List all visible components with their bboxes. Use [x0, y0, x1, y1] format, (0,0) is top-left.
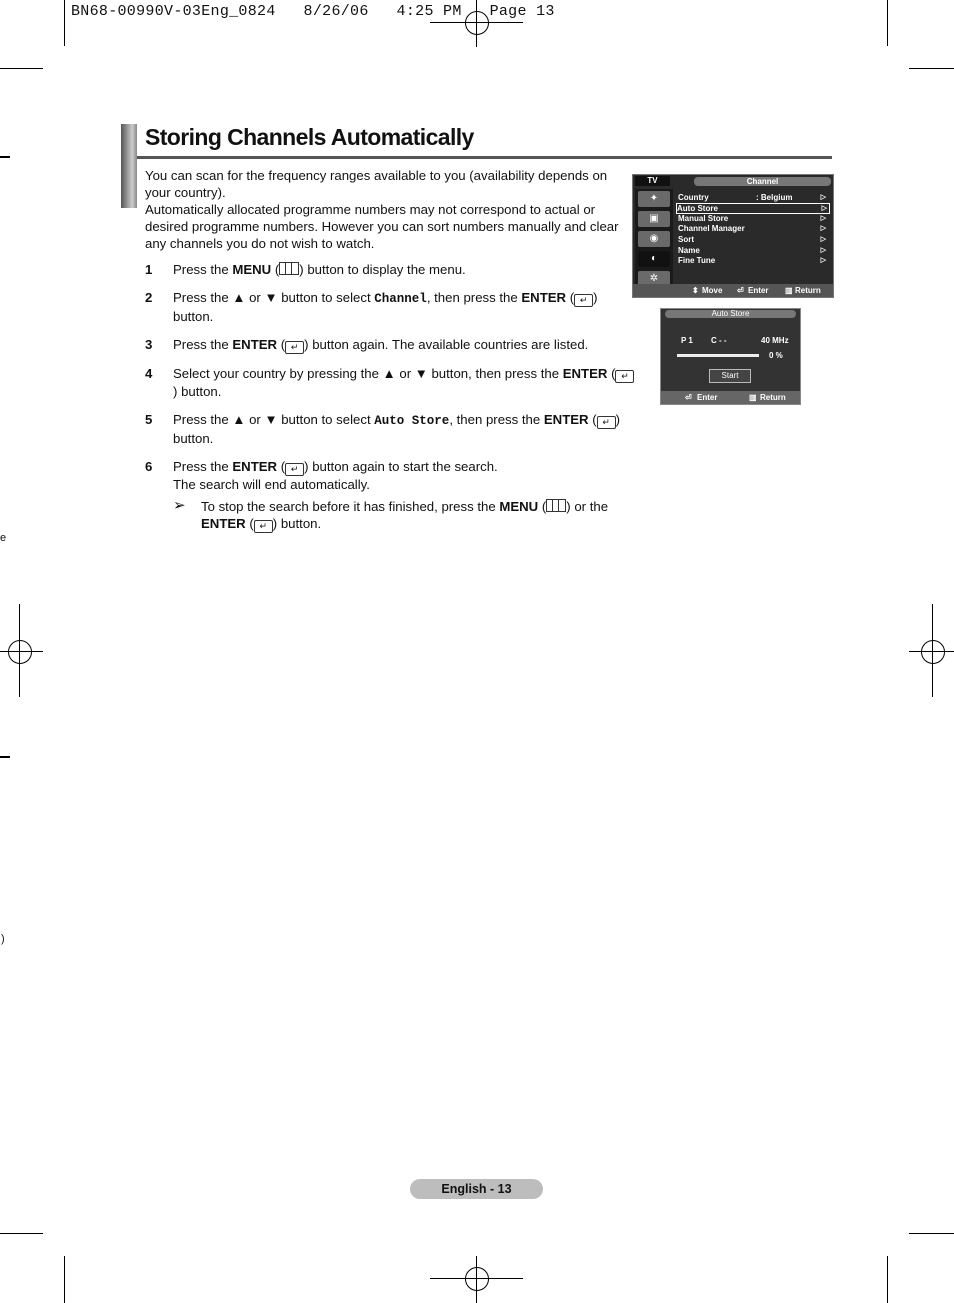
as-footer [661, 391, 800, 404]
enter-label: ENTER [562, 366, 608, 381]
step-6: 6 Press the ENTER ( ↵ ) button again to start the search. The search will end automatically. [145, 459, 498, 492]
menu-label: MENU [499, 499, 539, 514]
step-number: 6 [145, 459, 153, 474]
osd-footer-return: Return [795, 286, 821, 295]
osd-item-label: Manual Store [678, 214, 729, 223]
crop-mark [64, 0, 65, 46]
osd-footer-enter: Enter [748, 286, 769, 295]
title-accent-bar [121, 124, 137, 208]
note-arrow-icon: ➢ [173, 497, 186, 514]
enter-icon: ⏎ [737, 286, 744, 295]
page-title: Storing Channels Automatically [145, 124, 474, 150]
enter-icon: ↵ [285, 341, 304, 354]
step-3: 3 Press the ENTER ( ↵ ) button again. The available countries are listed. [145, 337, 589, 352]
osd-footer [633, 284, 833, 297]
enter-label: ENTER [201, 516, 246, 531]
osd-tv-label: TV [635, 176, 670, 186]
intro-text [145, 167, 625, 252]
as-header: Auto Store [665, 310, 796, 318]
step-number: 2 [145, 290, 153, 305]
osd-item-channel-manager [678, 224, 828, 234]
menu-item-name: Auto Store [374, 414, 450, 428]
picture-icon: ▣ [638, 211, 670, 227]
crop-mark [909, 68, 954, 69]
sound-icon: ◉ [638, 231, 670, 247]
enter-label: ENTER [543, 412, 589, 427]
as-footer-enter: Enter [697, 393, 718, 402]
step-text: Press the [173, 337, 233, 352]
crop-mark [0, 68, 43, 69]
crop-mark [909, 1233, 954, 1234]
osd-sidebar [635, 189, 673, 287]
step-text: Press the [173, 262, 233, 277]
enter-icon: ↵ [285, 463, 304, 476]
menu-label: MENU [232, 262, 272, 277]
osd-header: Channel [694, 177, 831, 186]
note: ➢ To stop the search before it has finished, press the MENU ( ) or the ENTER ( ↵ ) button. [173, 497, 609, 531]
step-number: 3 [145, 337, 153, 352]
print-slug: BN68-00990V-03Eng_0824 8/26/06 4:25 PM Page 13 [71, 3, 555, 20]
as-program: P 1 [681, 336, 693, 345]
move-icon: ⬍ [692, 286, 699, 295]
as-frequency: 40 MHz [761, 336, 789, 345]
osd-item-value: : Belgium [756, 193, 793, 202]
step-text: button. [173, 309, 214, 324]
enter-icon: ↵ [597, 416, 616, 429]
arrow-right-icon: ▷ [820, 236, 826, 243]
step-1: 1 Press the MENU ( ) button to display the menu. [145, 262, 466, 277]
step-4: 4 Select your country by pressing the ▲ or ▼ button, then press the ENTER ( ↵) button. [145, 365, 635, 400]
step-text: button. [177, 384, 222, 399]
menu-icon [546, 499, 566, 512]
intro-paragraph: You can scan for the frequency ranges available to you (availability depends on your country). [145, 168, 608, 200]
step-text: button again to start the search. [308, 459, 498, 474]
enter-icon: ↵ [615, 370, 634, 383]
step-text: button. [173, 431, 214, 446]
step-text: Press the [173, 459, 233, 474]
channel-menu-screenshot [632, 174, 834, 298]
step-number: 5 [145, 412, 153, 427]
picture-setup-icon: ✦ [638, 191, 670, 207]
osd-item-fine-tune [678, 256, 828, 266]
step-text: Press the ▲ or ▼ button to select [173, 290, 375, 305]
osd-item-label: Fine Tune [678, 256, 716, 265]
step-text: Select your country by pressing the ▲ or ▼ button, then press the [173, 366, 563, 381]
step-text: The search will end automatically. [173, 477, 370, 492]
registration-mark [465, 1267, 489, 1291]
osd-item-label: Name [678, 246, 700, 255]
osd-item-auto-store [676, 203, 830, 214]
note-text: button. [277, 516, 322, 531]
as-footer-return: Return [760, 393, 786, 402]
arrow-right-icon: ▷ [820, 247, 826, 254]
note-text: To stop the search before it has finished, press the [201, 499, 500, 514]
enter-label: ENTER [232, 459, 278, 474]
channel-icon: ◐ [638, 251, 670, 267]
osd-item-label: Channel Manager [678, 224, 745, 233]
enter-icon: ↵ [574, 294, 593, 307]
arrow-right-icon: ▷ [820, 194, 826, 201]
osd-item-country [678, 193, 828, 203]
osd-item-manual-store [678, 214, 828, 224]
arrow-right-icon: ▷ [820, 257, 826, 264]
menu-icon [279, 262, 299, 275]
step-text: , then press the [426, 290, 522, 305]
side-tick [0, 756, 10, 758]
enter-label: ENTER [232, 337, 278, 352]
osd-item-label: Auto Store [677, 204, 718, 213]
arrow-right-icon: ▷ [820, 215, 826, 222]
osd-item-name [678, 246, 828, 256]
title-rule [137, 156, 832, 159]
step-text: , then press the [449, 412, 544, 427]
note-text: or the [570, 499, 609, 514]
enter-label: ENTER [521, 290, 567, 305]
intro-paragraph: Automatically allocated programme numbers may not correspond to actual or desired programme numbers. However you can sort numbers manually and clear any channels you do not wish to watch. [145, 202, 619, 251]
setup-icon: ✲ [638, 271, 670, 287]
crop-mark [0, 1233, 43, 1234]
arrow-right-icon: ▷ [821, 205, 827, 212]
as-progress-bar [677, 354, 759, 357]
osd-item-sort [678, 235, 828, 245]
auto-store-screenshot [660, 308, 801, 405]
step-2: 2 Press the ▲ or ▼ button to select Channel, then press the ENTER ( ↵ ) button. [145, 290, 598, 324]
step-text: Press the ▲ or ▼ button to select [173, 412, 375, 427]
registration-mark [921, 640, 945, 664]
osd-item-label: Country [678, 193, 709, 202]
arrow-right-icon: ▷ [820, 225, 826, 232]
as-start-button: Start [709, 369, 751, 383]
as-progress-text: 0 % [769, 351, 783, 360]
crop-mark [887, 0, 888, 46]
menu-item-name: Channel [374, 292, 427, 306]
step-5: 5 Press the ▲ or ▼ button to select Auto Store, then press the ENTER ( ↵ ) button. [145, 412, 621, 446]
as-channel: C - - [711, 336, 727, 345]
margin-char: e [0, 532, 7, 544]
page-footer: English - 13 [410, 1179, 543, 1199]
crop-mark [64, 1256, 65, 1303]
osd-item-label: Sort [678, 235, 694, 244]
margin-char: ) [1, 933, 5, 945]
enter-icon: ↵ [254, 520, 273, 533]
osd-footer-move: Move [702, 286, 723, 295]
side-tick [0, 156, 10, 158]
steps-list [145, 261, 635, 533]
step-text: button to display the menu. [303, 262, 466, 277]
menu-icon: ▥ [749, 393, 757, 402]
crop-mark [887, 1256, 888, 1303]
registration-mark [8, 640, 32, 664]
menu-icon: ▥ [785, 286, 793, 295]
enter-icon: ⏎ [685, 393, 692, 402]
step-number: 4 [145, 366, 153, 381]
step-text: button again. The available countries are listed. [308, 337, 589, 352]
step-number: 1 [145, 262, 153, 277]
